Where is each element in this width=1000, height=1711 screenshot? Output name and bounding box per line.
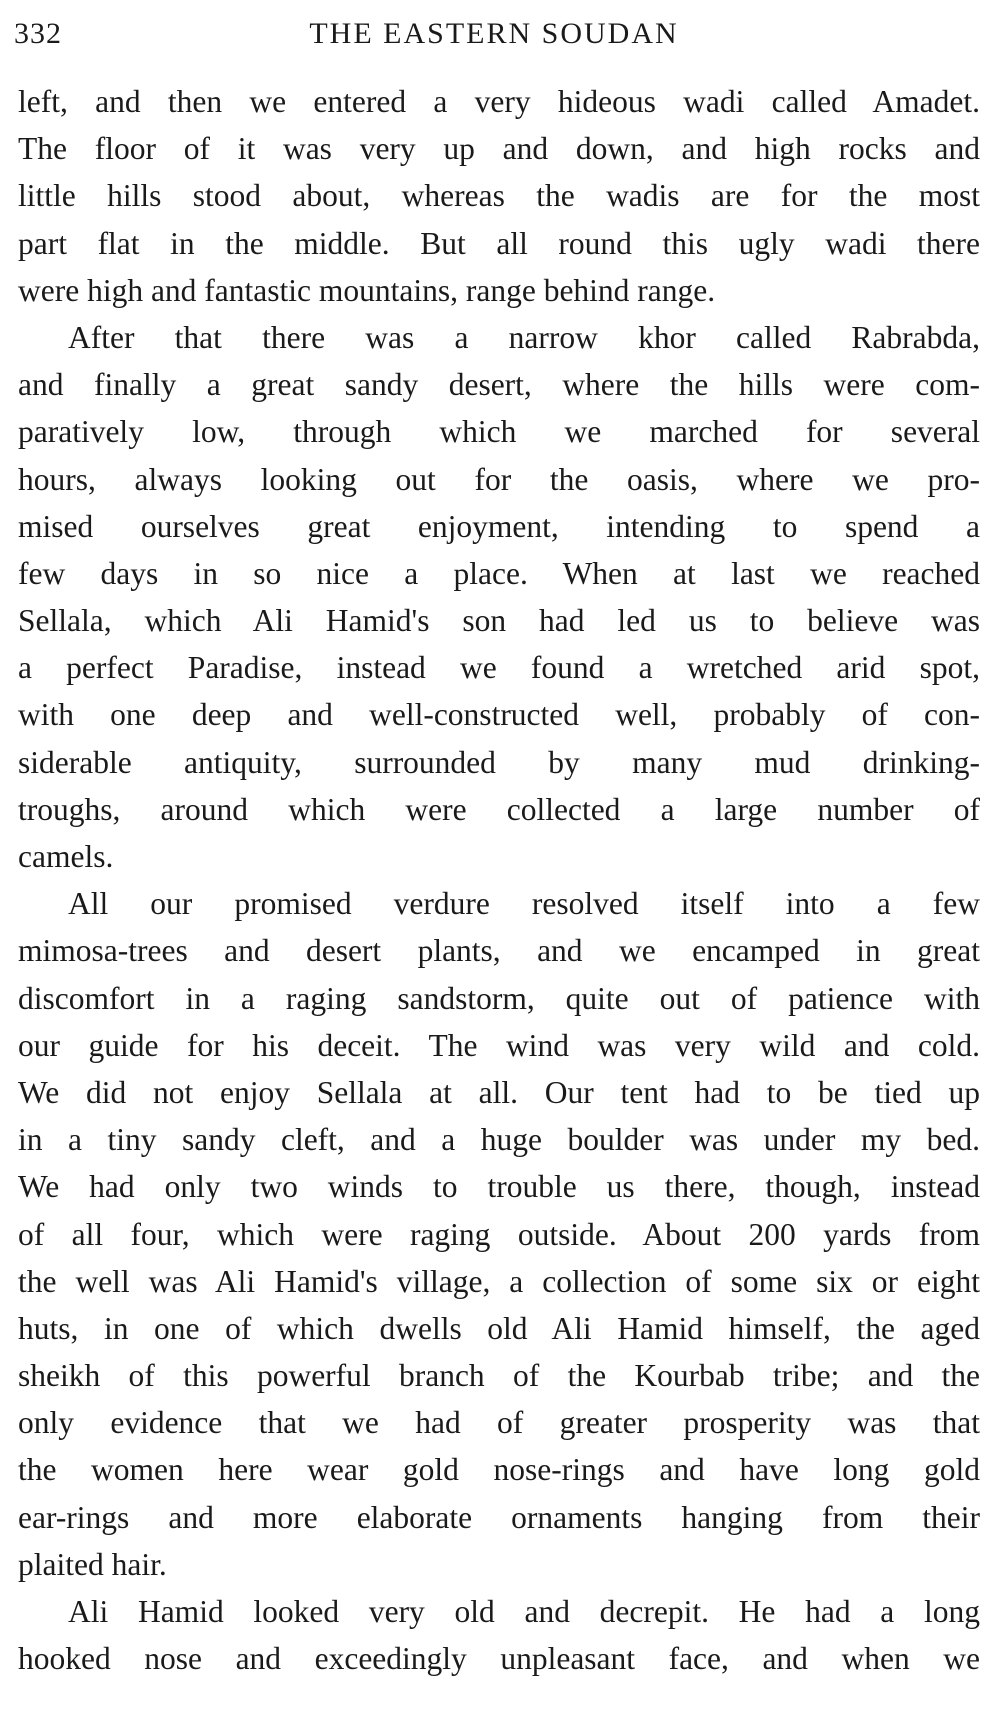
paragraph-first-line: Ali Hamid looked very old and decrepit. He had a long <box>68 1594 980 1629</box>
text-line: were high and fantastic mountains, range behind range. <box>18 272 716 308</box>
text-line: plaited hair. <box>18 1546 167 1582</box>
text-line: the women here wear gold nose-rings and have long gold <box>18 1452 980 1488</box>
paragraph-first-line: All our promised verdure resolved itself into a few <box>68 886 980 922</box>
page-number: 332 <box>14 17 62 50</box>
text-line: paratively low, through which we marched for several <box>18 414 980 450</box>
text-line: little hills stood about, whereas the wadis are for the most <box>18 178 980 214</box>
running-head <box>14 14 974 54</box>
text-line: with one deep and well-constructed well, probably of con- <box>18 697 980 733</box>
text-line: ear-rings and more elaborate ornaments hanging from their <box>18 1499 980 1535</box>
text-line: We had only two winds to trouble us there, though, instead <box>18 1169 980 1205</box>
text-line: few days in so nice a place. When at last we reached <box>18 555 980 591</box>
text-line: discomfort in a raging sandstorm, quite out of patience with <box>18 980 980 1016</box>
text-line: our guide for his deceit. The wind was very wild and cold. <box>18 1027 980 1063</box>
text-line: and finally a great sandy desert, where the hills were com- <box>18 367 980 403</box>
text-line: hooked nose and exceedingly unpleasant face, and when we <box>18 1641 980 1677</box>
text-line: mimosa-trees and desert plants, and we encamped in great <box>18 933 980 969</box>
text-line: troughs, around which were collected a large number of <box>18 791 980 827</box>
text-line: sheikh of this powerful branch of the Kourbab tribe; and the <box>18 1358 980 1394</box>
text-line: a perfect Paradise, instead we found a wretched arid spot, <box>18 650 980 686</box>
text-line: siderable antiquity, surrounded by many mud drinking- <box>18 744 980 780</box>
body-text <box>18 78 980 1682</box>
text-line: the well was Ali Hamid's village, a collection of some six or eight <box>18 1263 980 1299</box>
text-line: We did not enjoy Sellala at all. Our tent had to be tied up <box>18 1074 980 1110</box>
text-line: huts, in one of which dwells old Ali Hamid himself, the aged <box>18 1310 980 1346</box>
text-line: Sellala, which Ali Hamid's son had led us to believe was <box>18 603 980 639</box>
text-line: in a tiny sandy cleft, and a huge boulder was under my bed. <box>18 1122 980 1158</box>
text-line: of all four, which were raging outside. About 200 yards from <box>18 1216 980 1252</box>
paragraph-first-line: After that there was a narrow khor called Rabrabda, <box>68 319 980 355</box>
text-line: mised ourselves great enjoyment, intending to spend a <box>18 508 980 544</box>
text-line: part flat in the middle. But all round this ugly wadi there <box>18 225 980 261</box>
text-line: hours, always looking out for the oasis, where we pro- <box>18 461 980 497</box>
text-line: left, and then we entered a very hideous wadi called Amadet. <box>18 84 980 119</box>
running-title: THE EASTERN SOUDAN <box>309 17 679 50</box>
text-line: only evidence that we had of greater prosperity was that <box>18 1405 980 1441</box>
text-line: The floor of it was very up and down, and high rocks and <box>18 131 980 167</box>
text-line: camels. <box>18 839 114 874</box>
